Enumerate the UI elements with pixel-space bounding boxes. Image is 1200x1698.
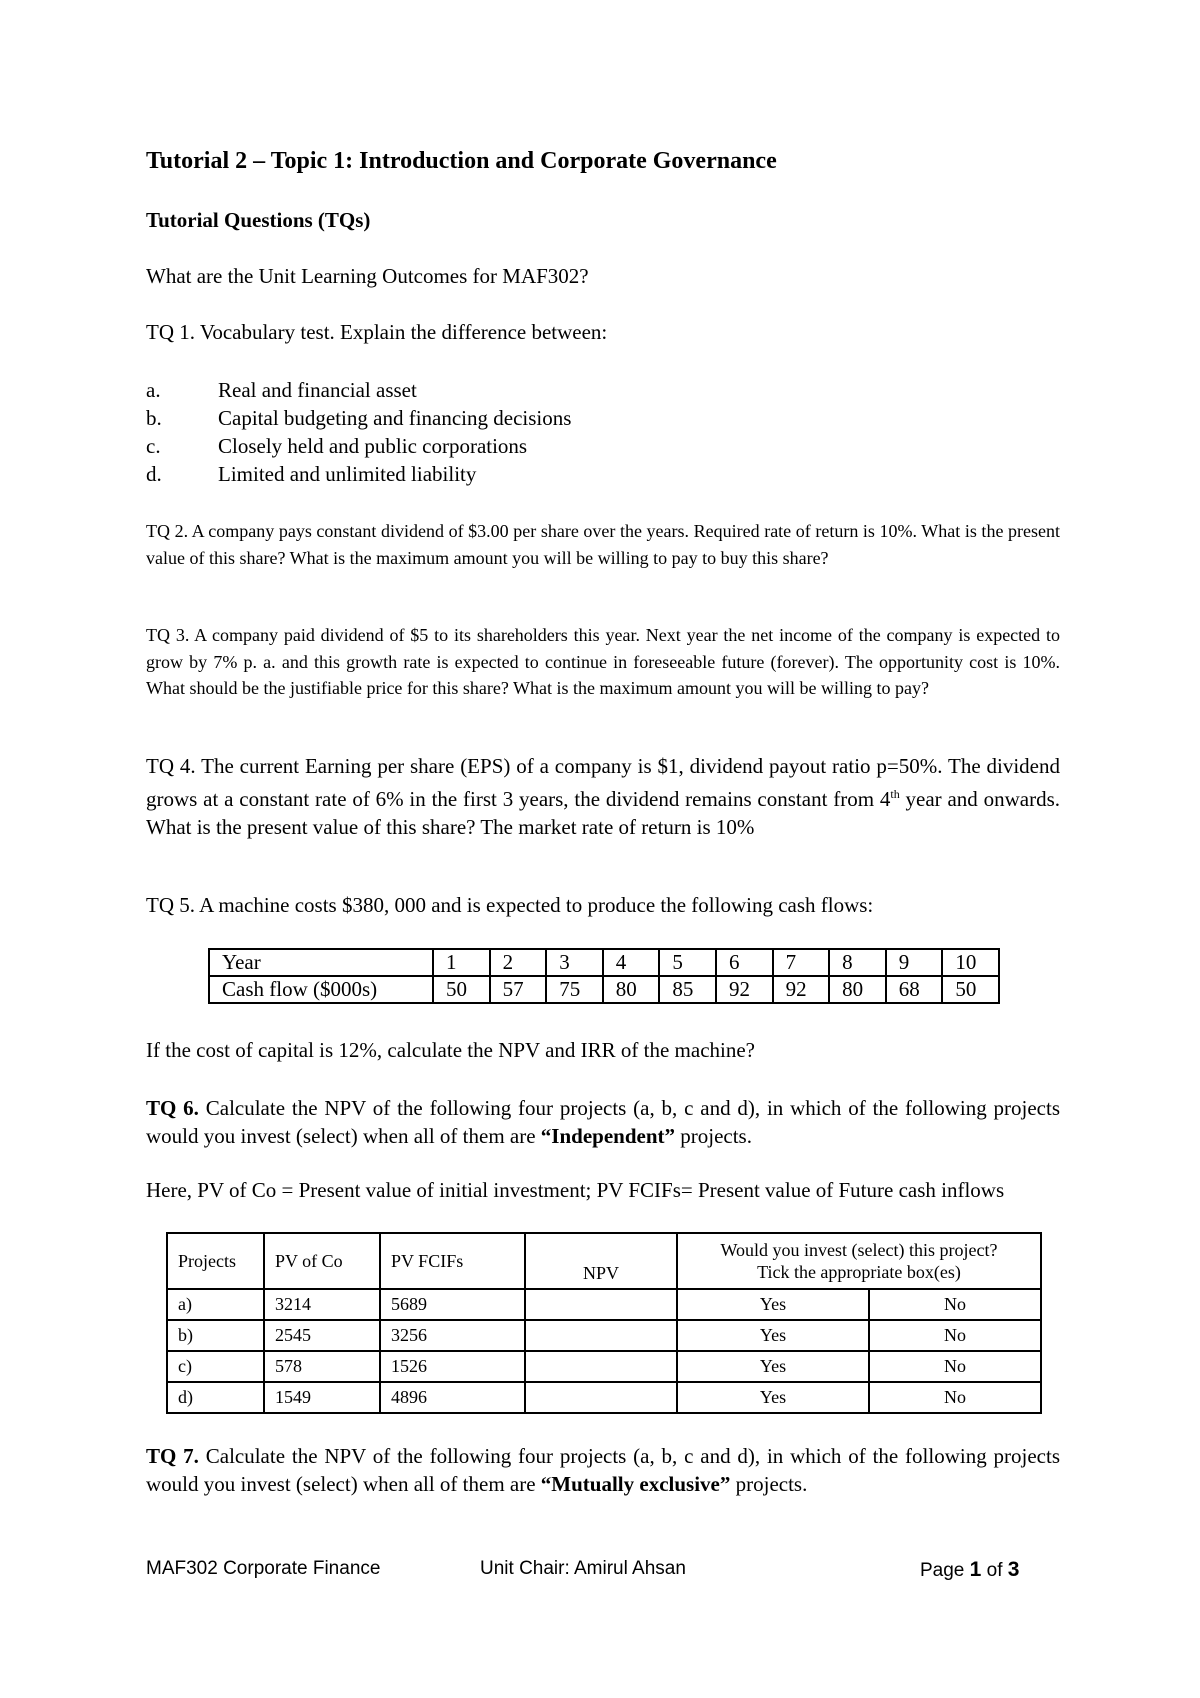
table-cell: 92: [773, 976, 830, 1003]
tq1-prompt: TQ 1. Vocabulary test. Explain the difference between:: [146, 320, 608, 344]
yes-option[interactable]: Yes: [677, 1351, 869, 1382]
tq6-note: Here, PV of Co = Present value of initial investment; PV FCIFs= Present value of Future cash inflows: [146, 1178, 1005, 1202]
tq4-paragraph: TQ 4. The current Earning per share (EPS) of a company is $1, dividend payout ratio p=50%. The dividend grows at a constant rate of 6% in the first 3 years, the dividend remains constant from 4th year and onwards. What is the present value of this share? The market rate of return is 10%: [146, 754, 1060, 839]
table-cell: 68: [886, 976, 943, 1003]
npv-cell[interactable]: [525, 1382, 677, 1413]
no-option[interactable]: No: [869, 1320, 1041, 1351]
list-item: b. Capital budgeting and financing decisions: [146, 406, 572, 430]
list-item: d. Limited and unlimited liability: [146, 462, 477, 486]
table-cell: 4: [603, 949, 660, 976]
tq2-paragraph: TQ 2. A company pays constant dividend of $3.00 per share over the years. Required rate of return is 10%. What is the present value of this share? What is the maximum amount you will be willing to pay to buy this share?: [146, 521, 1060, 568]
table-row: a) 3214 5689 Yes No: [167, 1289, 1041, 1320]
table-cell: 3: [546, 949, 603, 976]
list-item: c. Closely held and public corporations: [146, 434, 528, 458]
footer-page-number: Page 1 of 3: [920, 1558, 1020, 1581]
table-row: [209, 976, 999, 1003]
header-npv: NPV: [525, 1233, 677, 1289]
table-cell: Year: [209, 949, 433, 976]
intro-question: What are the Unit Learning Outcomes for MAF302?: [146, 264, 589, 288]
table-cell: 9: [886, 949, 943, 976]
yes-option[interactable]: Yes: [677, 1289, 869, 1320]
table-cell: 57: [490, 976, 547, 1003]
tq3-paragraph: TQ 3. A company paid dividend of $5 to its shareholders this year. Next year the net income of the company is expected to grow by 7% p. a. and this growth rate is expected to continue in foreseeable future (forever). The opportunity cost is 10%. What should be the justifiable price for this share? What is the maximum amount you will be willing to pay?: [146, 625, 1060, 698]
header-projects: Projects: [167, 1233, 264, 1289]
yes-option[interactable]: Yes: [677, 1320, 869, 1351]
tq1-list: [146, 376, 571, 488]
cash-flow-table: [208, 948, 1000, 1004]
table-cell: 80: [829, 976, 886, 1003]
header-invest: Would you invest (select) this project? Tick the appropriate box(es): [677, 1233, 1041, 1289]
footer-unit-chair: Unit Chair: Amirul Ahsan: [480, 1558, 686, 1579]
section-subtitle: Tutorial Questions (TQs): [146, 208, 371, 232]
table-row: d) 1549 4896 Yes No: [167, 1382, 1041, 1413]
table-cell: 85: [659, 976, 716, 1003]
table-cell: 80: [603, 976, 660, 1003]
npv-cell[interactable]: [525, 1320, 677, 1351]
header-pv-co: PV of Co: [264, 1233, 380, 1289]
table-cell: 75: [546, 976, 603, 1003]
no-option[interactable]: No: [869, 1289, 1041, 1320]
table-cell: 10: [942, 949, 999, 976]
npv-cell[interactable]: [525, 1289, 677, 1320]
tq5-prompt: TQ 5. A machine costs $380, 000 and is expected to produce the following cash flows:: [146, 893, 874, 917]
table-cell: 8: [829, 949, 886, 976]
table-cell: 5: [659, 949, 716, 976]
npv-cell[interactable]: [525, 1351, 677, 1382]
table-row: b) 2545 3256 Yes No: [167, 1320, 1041, 1351]
tq6-paragraph: TQ 6. Calculate the NPV of the following four projects (a, b, c and d), in which of the following projects would you invest (select) when all of them are “Independent” projects.: [146, 1096, 1061, 1148]
table-cell: 50: [433, 976, 490, 1003]
list-item: a. Real and financial asset: [146, 378, 417, 402]
tq7-paragraph: TQ 7. Calculate the NPV of the following four projects (a, b, c and d), in which of the following projects would you invest (select) when all of them are “Mutually exclusive” projects.: [146, 1444, 1061, 1496]
table-cell: 50: [942, 976, 999, 1003]
no-option[interactable]: No: [869, 1351, 1041, 1382]
table-cell: 1: [433, 949, 490, 976]
projects-table: [166, 1232, 1042, 1414]
no-option[interactable]: No: [869, 1382, 1041, 1413]
tq5-question: If the cost of capital is 12%, calculate the NPV and IRR of the machine?: [146, 1038, 755, 1062]
header-pv-fcifs: PV FCIFs: [380, 1233, 525, 1289]
table-cell: 7: [773, 949, 830, 976]
table-header-row: [167, 1233, 1041, 1289]
footer-course: MAF302 Corporate Finance: [146, 1558, 381, 1579]
yes-option[interactable]: Yes: [677, 1382, 869, 1413]
table-cell: 2: [490, 949, 547, 976]
table-row: [209, 949, 999, 976]
table-cell: 6: [716, 949, 773, 976]
table-cell: 92: [716, 976, 773, 1003]
table-row: c) 578 1526 Yes No: [167, 1351, 1041, 1382]
page-title: Tutorial 2 – Topic 1: Introduction and Corporate Governance: [146, 148, 777, 174]
table-cell: Cash flow ($000s): [209, 976, 433, 1003]
